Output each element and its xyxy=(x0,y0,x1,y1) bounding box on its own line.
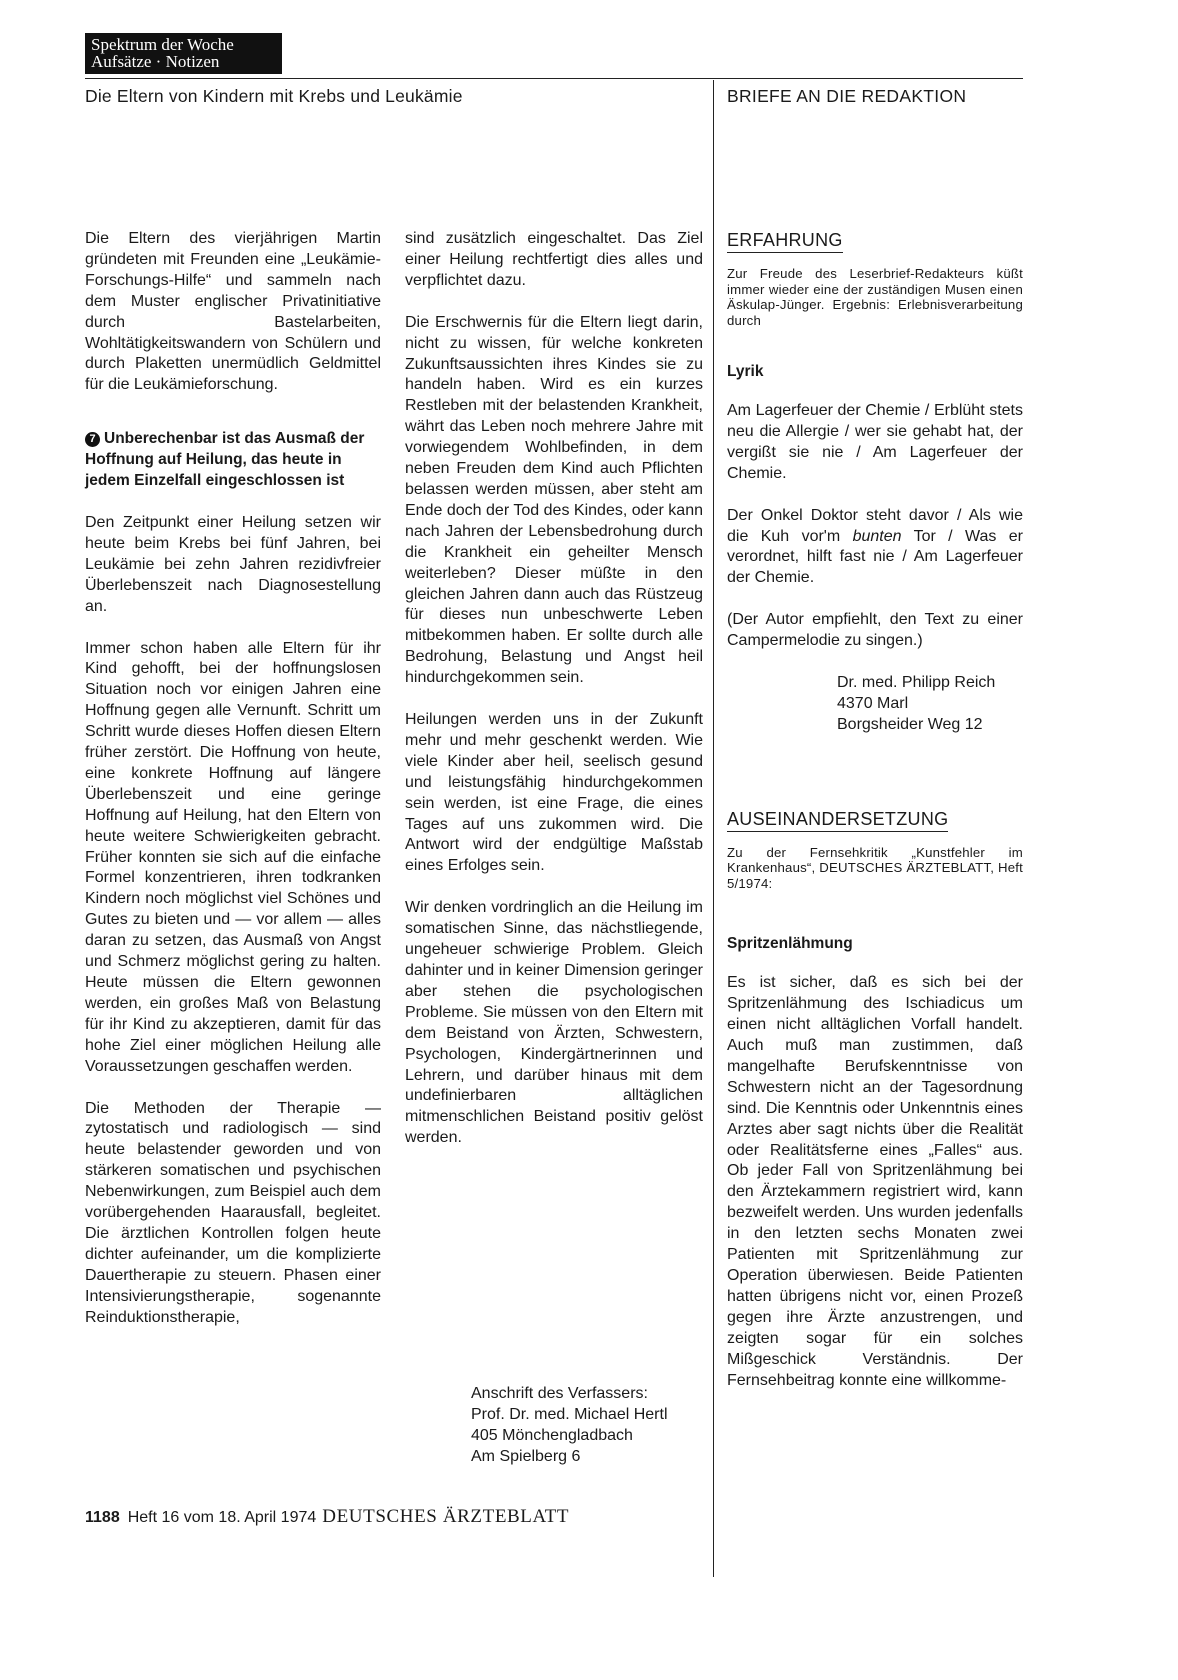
letters-title: BRIEFE AN DIE REDAKTION xyxy=(727,86,967,106)
article-paragraph: Wir denken vordringlich an die Heilung im somatischen Sinne, das nächstliegende, ungeheuer schwierige Problem. Gleich dahinter und in keiner Dimension geringer aber stehen die psychologischen Probleme. Sie müssen von den Eltern mit dem Beistand von Ärzten, Schwestern, Psychologen, Kindergärtnerinnen und Lehrern, und darüber hinaus mit dem undefinierbaren alltäglichen mitmenschlichen Beistand positiv gelöst werden. xyxy=(405,899,703,1147)
article-paragraph: Den Zeitpunkt einer Heilung setzen wir heute beim Krebs bei fünf Jahren, bei Leukämie bei zehn Jahren rezidivfreier Überlebenszeit nach Diagnosestellung an. xyxy=(85,513,381,615)
article-paragraph: sind zusätzlich eingeschaltet. Das Ziel einer Heilung rechtfertigt dies alles und verpflichtet dazu. xyxy=(405,230,703,289)
author-address-label: Anschrift des Verfassers: xyxy=(471,1385,648,1402)
article-column-1 xyxy=(85,229,381,1329)
letter-intro: Zu der Fernsehkritik „Kunstfehler im Krankenhaus“, DEUTSCHES ÄRZTEBLATT, Heft 5/1974: xyxy=(727,844,1023,891)
article-paragraph: Immer schon haben alle Eltern für ihr Kind gehofft, bei der hoffnungslosen Situation noch vor einigen Jahren eine Hoffnung gegen alle Vernunft. Schritt um Schritt wurde dieses Hoffen diesen Eltern früher zerstört. Die Hoffnung von heute, eine konkrete Hoffnung auf längere Überlebenszeit und eine geringe Hoffnung auf Heilung, hat den Eltern von heute weitere Schwierigkeiten gebracht. Früher konnten sie sich auf die einfache Formel konzentrieren, ihren todkranken Kindern noch möglichst viel Schönes und Gutes zu bieten und — vor allem — alles daran zu setzen, das Ausmaß von Angst und Schmerz möglichst gering zu halten. Heute müssen die Eltern gewonnen werden, ein großes Maß von Belastung für ihr Kind zu akzeptieren, damit für das hohe Ziel einer möglichen Heilung alle Voraussetzungen geschaffen werden. xyxy=(85,639,381,1075)
article-paragraph: Heilungen werden uns in der Zukunft mehr und mehr geschenkt werden. Wie viele Kinder aber heil, seelisch gesund und leistungsfähig hindurchgekommen sein werden, ist eine Frage, die eines Tages auf uns zukommen wird. Die Antwort wird der endgültige Maßstab eines Erfolges sein. xyxy=(405,711,703,875)
letter-paragraph: Es ist sicher, daß es sich bei der Spritzenlähmung des Ischiadicus um einen nicht alltäglichen Vorfall handelt. Auch muß man zustimmen, daß mangelhafte Berufskenntnisse von Schwestern nicht an der Tagesordnung sind. Die Kenntnis oder Unkenntnis eines Arztes aber sagt nichts über die Realität oder Realitätsferne eines „Falles“ aus. Ob jeder Fall von Spritzenlähmung bei den Ärztekammern registriert wird, kann bezweifelt werden. Uns wurden jedenfalls in den letzten sechs Monaten zwei Patienten mit Spritzenlähmung zur Operation überwiesen. Beide Patienten hatten übrigens nicht vor, einen Prozeß gegen ihre Ärzte anzustrengen, und zeigten sogar für ein solches Mißgeschick Verständnis. Der Fernsehbeitrag konnte eine willkomme- xyxy=(727,974,1023,1389)
author-address xyxy=(471,1384,668,1468)
section-heading-erfahrung: ERFAHRUNG xyxy=(727,229,843,253)
section-banner-line2: Aufsätze · Notizen xyxy=(91,52,220,71)
section-banner xyxy=(85,33,282,74)
article-paragraph: Die Erschwernis für die Eltern liegt darin, nicht zu wissen, für welche konkreten Zukunftsaussichten ihres Kindes sie zu handeln haben. Wird es ein kurzes Restleben mit der belastenden Krankheit, währt das Leben noch mehrere Jahre mit vorwiegendem Wohlbefinden, in dem neben Freuden dem Kind auch Pflichten belassen werden müssen, aber steht am Ende doch der Tod des Kindes, oder kann nach Jahren der Lebensbedrohung durch die Krankheit ein geheilter Mensch weiterleben? Dieser müßte in den gleichen Jahren dann auch das Rüstzeug für dieses nun unbeschwerte Leben mitbekommen haben. Er sollte durch alle Bedrohung, Belastung und Angst heil hindurchgekommen sein. xyxy=(405,313,703,687)
column-divider xyxy=(713,80,714,1577)
magazine-name: DEUTSCHES ÄRZTEBLATT xyxy=(322,1506,570,1527)
letter-text: Der Onkel Doktor steht davor / Als wie die Kuh vor'm xyxy=(727,506,1023,545)
letter-paragraph: (Der Autor empfiehlt, den Text zu einer Campermelodie zu singen.) xyxy=(727,611,1023,650)
letter-body xyxy=(727,401,1023,736)
author-name: Prof. Dr. med. Michael Hertl xyxy=(471,1405,668,1423)
letter-signature xyxy=(837,673,1023,736)
signature-street: Borgsheider Weg 12 xyxy=(837,715,983,733)
signature-city: 4370 Marl xyxy=(837,694,909,712)
signature-name: Dr. med. Philipp Reich xyxy=(837,674,996,692)
letter-subheading: Spritzenlähmung xyxy=(727,935,853,953)
letter-paragraph xyxy=(727,506,1023,590)
page-footer xyxy=(85,1506,569,1528)
article-paragraph: Die Eltern des vierjährigen Martin gründeten mit Freunden eine „Leukämie-Forschungs-Hilfe“ und sammeln nach dem Muster englischer Privatinitiative durch Bastelarbeiten, Wohltätigkeitswandern von Schülern und durch Plaketten unermüdlich Geldmittel für die Leukämieforschung. xyxy=(85,230,381,394)
section-banner-line1: Spektrum der Woche xyxy=(91,35,234,54)
issue-info: Heft 16 vom 18. April 1974 xyxy=(127,1509,317,1526)
article-subheading-text: Unberechenbar ist das Ausmaß der Hoffnung auf Heilung, das heute in jedem Einzelfall eingeschlossen ist xyxy=(85,430,365,490)
letter-emphasis: bunten xyxy=(852,527,902,545)
letter-subheading: Lyrik xyxy=(727,363,764,380)
letter-body xyxy=(727,973,1023,1391)
section-heading-auseinandersetzung: AUSEINANDERSETZUNG xyxy=(727,808,948,832)
author-city: 405 Mönchengladbach xyxy=(471,1426,633,1444)
page-number: 1188 xyxy=(85,1509,120,1526)
letter-paragraph: Am Lagerfeuer der Chemie / Erblüht stets neu die Allergie / wer sie gehabt hat, der vergißt sie nie / Am Lagerfeuer der Chemie. xyxy=(727,402,1023,482)
top-rule xyxy=(85,78,1023,79)
letter-text: Tor / Was er verordnet, hilft fast nie / Am Lagerfeuer der Chemie. xyxy=(727,527,1024,587)
article-title: Die Eltern von Kindern mit Krebs und Leukämie xyxy=(85,86,463,106)
section-number-badge: 7 xyxy=(85,432,100,447)
article-paragraph: Die Methoden der Therapie — zytostatisch und radiologisch — sind heute belastender geworden und von stärkeren somatischen und psychischen Nebenwirkungen, zum Beispiel auch dem vorübergehenden Haarausfall, begleitet. Die ärztlichen Kontrollen folgen heute dichter aufeinander, um die komplizierte Dauertherapie zu steuern. Phasen einer Intensivierungstherapie, sogenannte Reinduktionstherapie, xyxy=(85,1099,381,1326)
letter-intro: Zur Freude des Leserbrief-Redakteurs küßt immer wieder eine der zuständigen Musen einen Äskulap-Jünger. Ergebnis: Erlebnisverarbeitung durch xyxy=(727,266,1023,328)
article-subheading xyxy=(85,429,381,492)
author-street: Am Spielberg 6 xyxy=(471,1447,581,1465)
letters-column xyxy=(727,229,1023,1391)
article-column-2 xyxy=(405,229,703,1149)
